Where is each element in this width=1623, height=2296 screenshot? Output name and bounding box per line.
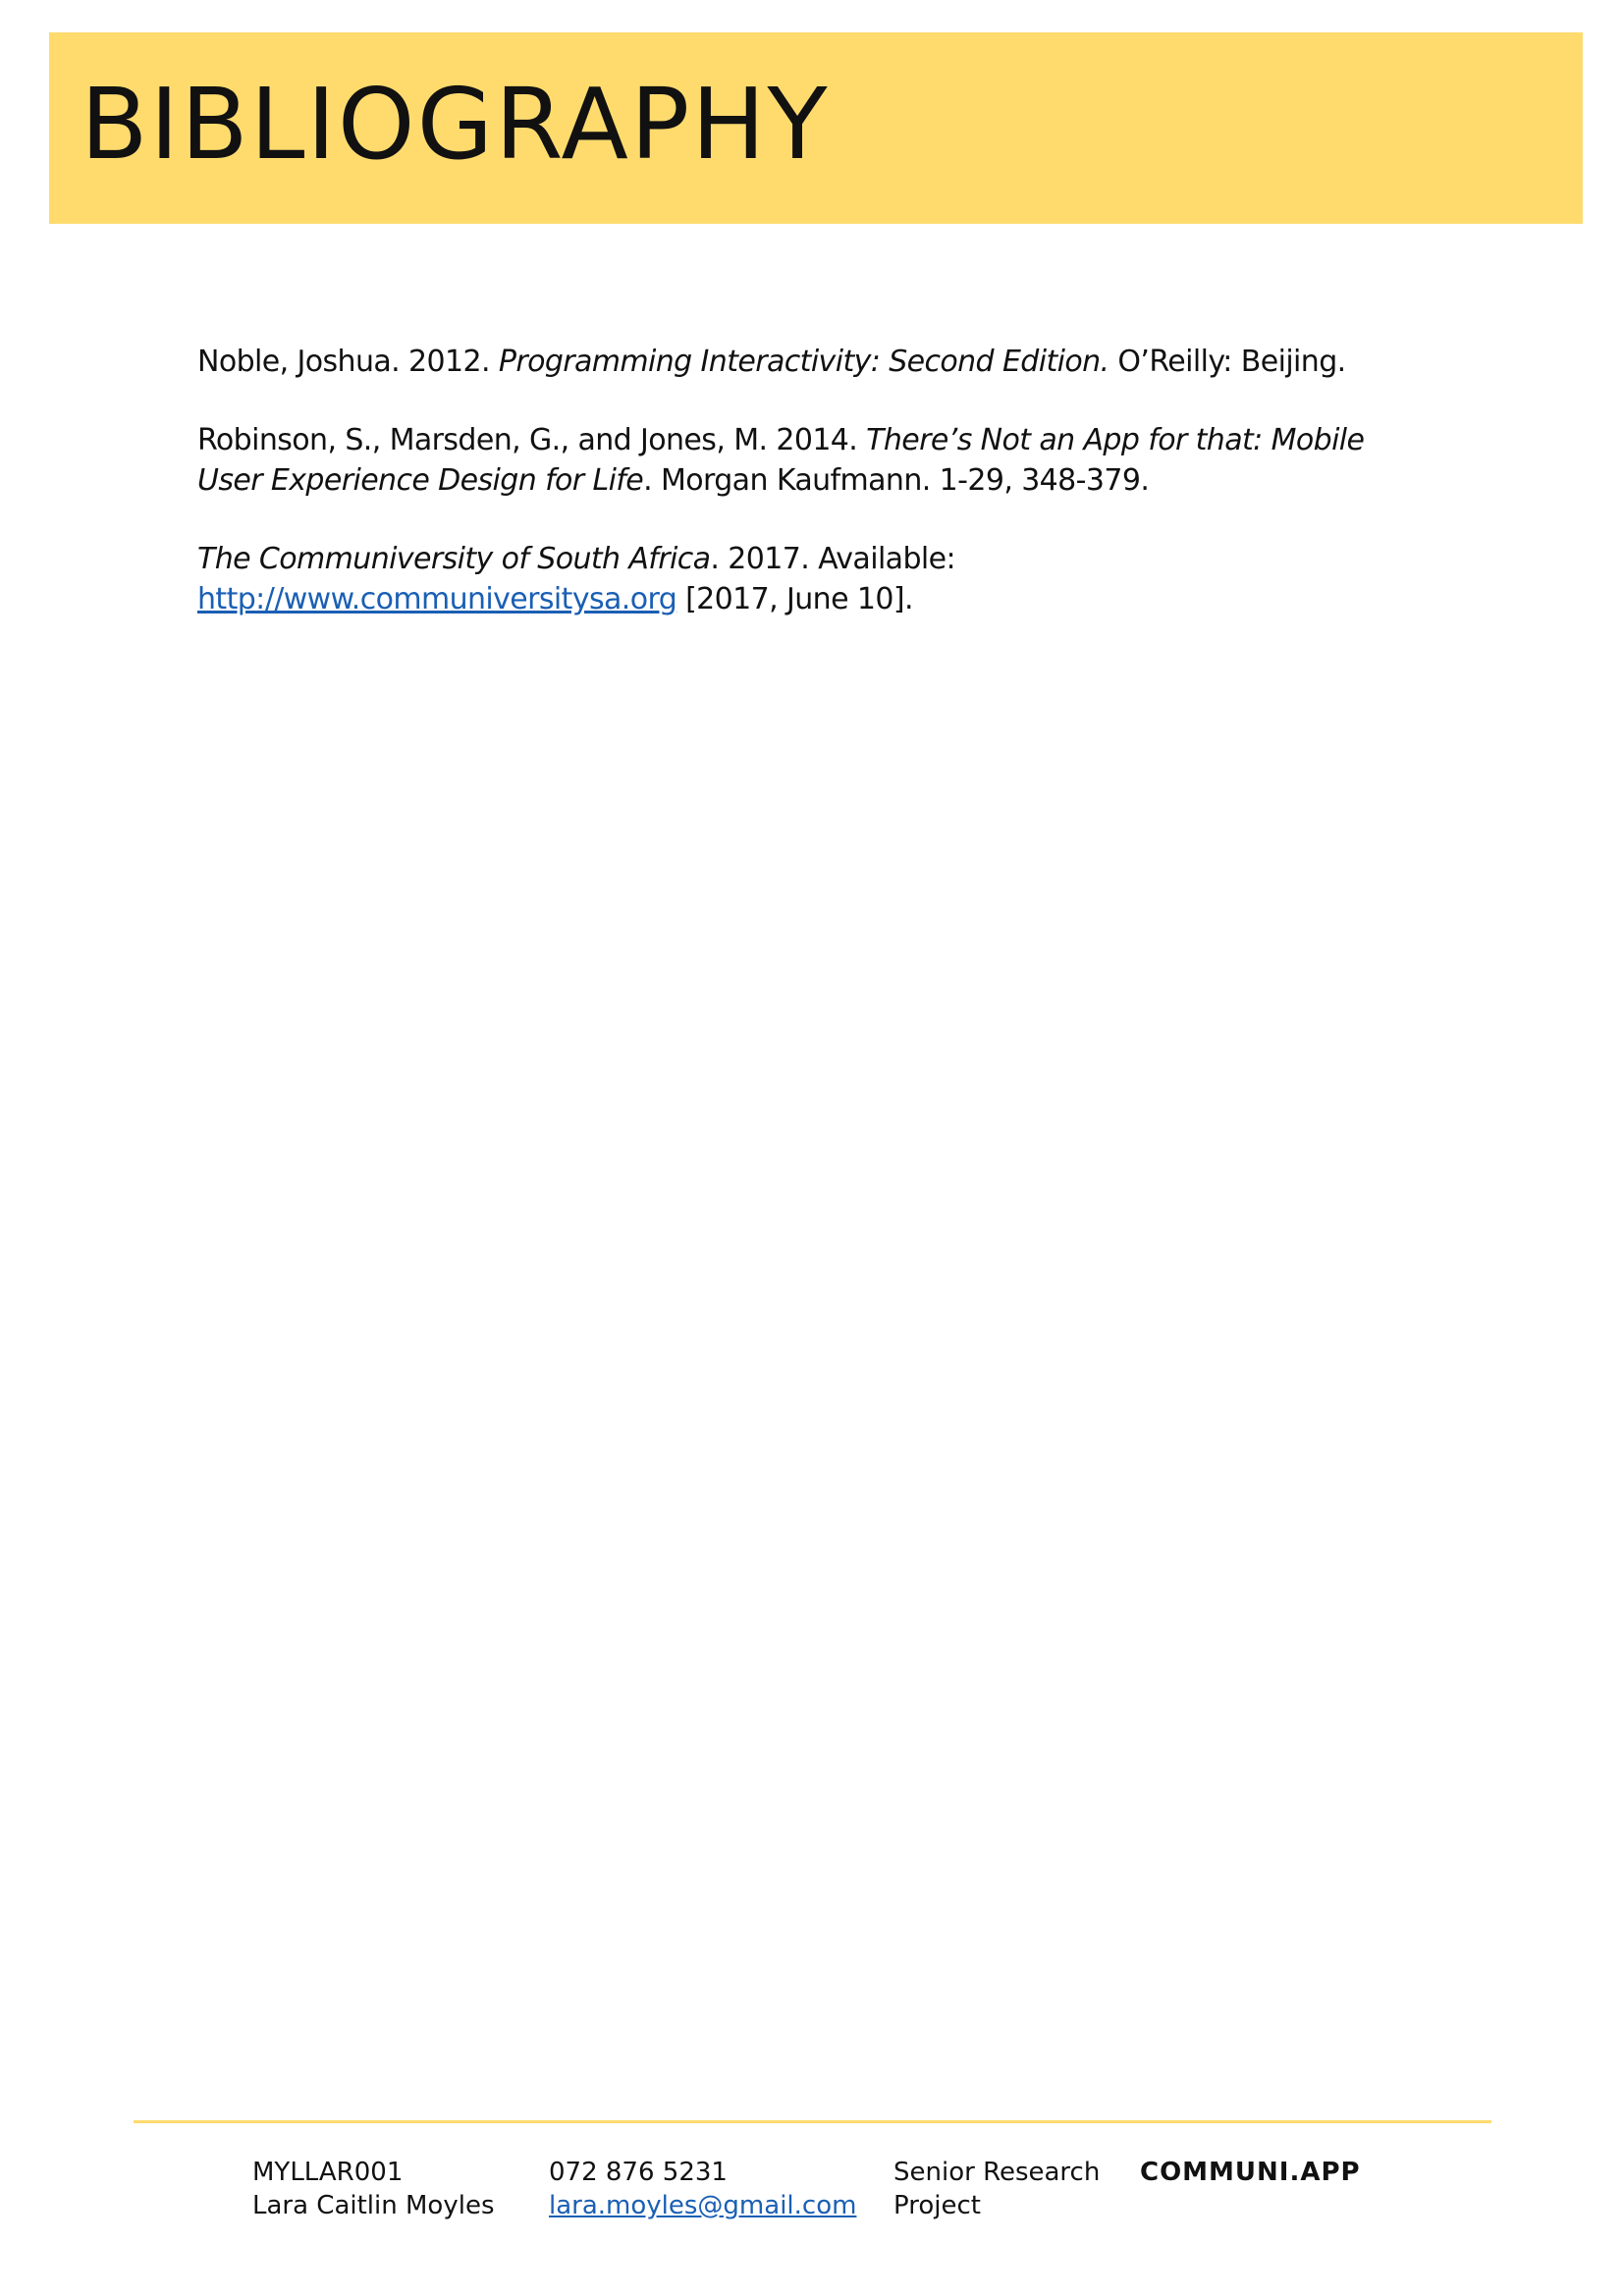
entry-text: Robinson, S., Marsden, G., and Jones, M. 2014. (197, 423, 867, 457)
entry-text: O’Reilly: Beijing. (1109, 345, 1346, 379)
entry-text: . 2017. Available: (710, 542, 956, 576)
brand-name: COMMUNI.APP (1140, 2158, 1361, 2187)
bibliography-list (197, 342, 1434, 658)
student-id: MYLLAR001 (252, 2158, 404, 2187)
footer-student (252, 2156, 495, 2222)
bibliography-entry (197, 342, 1434, 382)
entry-title: The Communiversity of South Africa (197, 542, 711, 576)
course-line: Senior Research (893, 2158, 1101, 2187)
footer-divider (134, 2120, 1491, 2123)
entry-text: Noble, Joshua. 2012. (197, 345, 499, 379)
entry-text: . Morgan Kaufmann. 1-29, 348-379. (643, 463, 1150, 498)
entry-title: There’s Not an App for that: Mobile User Experience Design for Life (197, 423, 1365, 498)
bibliography-entry (197, 420, 1434, 501)
email-link[interactable]: lara.moyles@gmail.com (549, 2191, 857, 2220)
footer-contact (549, 2156, 856, 2222)
footer-course (893, 2156, 1100, 2222)
entry-title: Programming Interactivity: Second Edition. (498, 345, 1109, 379)
footer-brand (1140, 2156, 1361, 2189)
course-line: Project (893, 2191, 981, 2220)
phone-number: 072 876 5231 (549, 2158, 728, 2187)
page-title: BIBLIOGRAPHY (81, 67, 830, 182)
website-link[interactable]: http://www.communiversitysa.org (197, 582, 677, 616)
bibliography-entry (197, 539, 1434, 619)
entry-text: [2017, June 10]. (676, 582, 913, 616)
student-name: Lara Caitlin Moyles (252, 2191, 495, 2220)
